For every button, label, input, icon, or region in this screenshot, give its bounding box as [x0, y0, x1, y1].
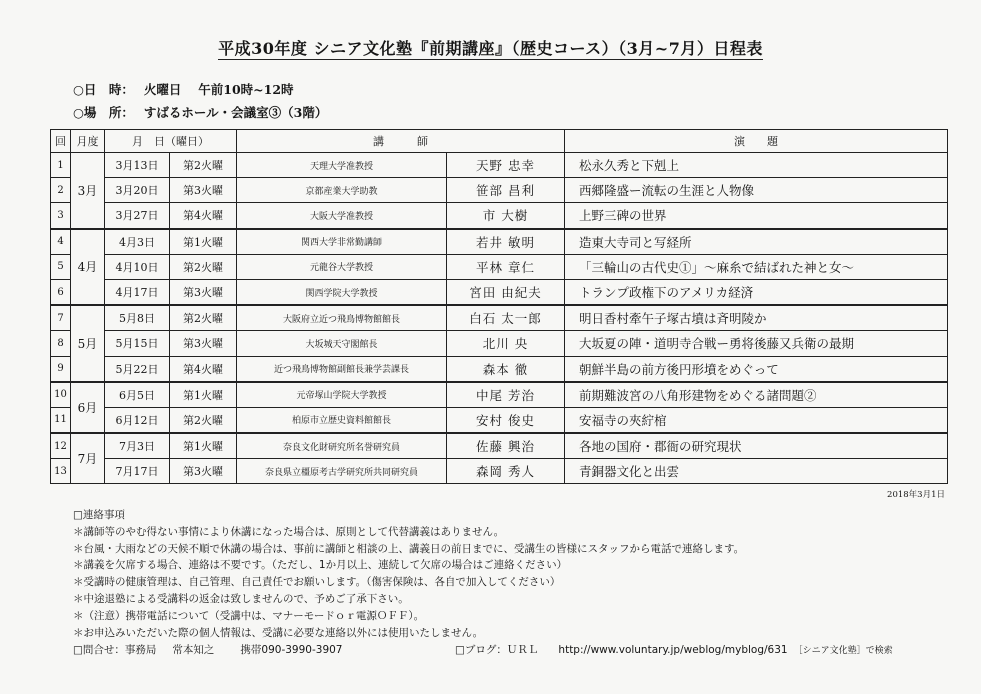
- lecturer-cell: 北川 央: [447, 331, 565, 356]
- session-no: 10: [51, 382, 71, 408]
- institution-cell: 奈良文化財研究所名誉研究員: [237, 433, 447, 459]
- month-cell: 5月: [71, 305, 105, 382]
- lecturer-cell: 天野 忠幸: [447, 153, 565, 178]
- topic-cell: 「三輪山の古代史①」～麻糸で結ばれた神と女～: [565, 254, 948, 279]
- note-item: ＊講師等のやむ得ない事情により休講になった場合は、原則として代替講義はありません。: [73, 525, 505, 538]
- month-cell: 4月: [71, 229, 105, 306]
- institution-cell: 関西学院大学教授: [237, 279, 447, 305]
- place-label: ○場 所：: [73, 105, 134, 120]
- institution-cell: 大阪府立近つ飛鳥博物館館長: [237, 305, 447, 331]
- weekday-cell: 第2火曜: [170, 153, 237, 178]
- schedule-time-info: [73, 80, 304, 98]
- topic-cell: 明日香村牽午子塚古墳は斉明陵か: [565, 305, 948, 331]
- topic-cell: 前期難波宮の八角形建物をめぐる諸問題②: [565, 382, 948, 408]
- session-no: 7: [51, 305, 71, 331]
- search-hint: ［シニア文化塾］で検索: [793, 646, 893, 656]
- weekday-cell: 第1火曜: [170, 382, 237, 408]
- table-row: [51, 178, 948, 203]
- table-row: [51, 331, 948, 356]
- schedule-table: [50, 129, 948, 484]
- institution-cell: 大坂城天守閣館長: [237, 331, 447, 356]
- institution-cell: 元帝塚山学院大学教授: [237, 382, 447, 408]
- lecturer-cell: 若井 敏明: [447, 229, 565, 255]
- venue-info: [73, 103, 337, 121]
- weekday-cell: 第3火曜: [170, 331, 237, 356]
- lecturer-cell: 白石 太一郎: [447, 305, 565, 331]
- date-cell: 4月3日: [105, 229, 170, 255]
- lecturer-cell: 佐藤 興治: [447, 433, 565, 459]
- weekday-cell: 第3火曜: [170, 279, 237, 305]
- topic-cell: 安福寺の夾紵棺: [565, 407, 948, 433]
- issue-date: 2018年3月1日: [887, 490, 945, 500]
- note-item: ＊中途退塾による受講料の返金は致しませんので、予めご了承下さい。: [73, 592, 409, 605]
- note-item: ＊（注意）携帯電話について（受講中は、マナーモードｏｒ電源ＯＦＦ）。: [73, 609, 425, 622]
- session-no: 13: [51, 459, 71, 484]
- header-date: 月 日（曜日）: [105, 130, 237, 153]
- date-cell: 6月5日: [105, 382, 170, 408]
- topic-cell: 各地の国府・郡衙の研究現状: [565, 433, 948, 459]
- session-no: 8: [51, 331, 71, 356]
- lecturer-cell: 笹部 昌利: [447, 178, 565, 203]
- table-row: [51, 459, 948, 484]
- table-row: [51, 279, 948, 305]
- topic-cell: 朝鮮半島の前方後円形墳をめぐって: [565, 356, 948, 382]
- table-row: [51, 356, 948, 382]
- topic-cell: 造東大寺司と写経所: [565, 229, 948, 255]
- table-row: [51, 254, 948, 279]
- notes-heading: □連絡事項: [73, 509, 125, 521]
- topic-cell: 青銅器文化と出雲: [565, 459, 948, 484]
- blog-url[interactable]: http://www.voluntary.jp/weblog/myblog/631: [558, 644, 788, 656]
- lecturer-cell: 安村 俊史: [447, 407, 565, 433]
- header-lecturer: 講 師: [237, 130, 565, 153]
- date-cell: 7月3日: [105, 433, 170, 459]
- date-cell: 5月8日: [105, 305, 170, 331]
- month-cell: 7月: [71, 433, 105, 484]
- contact-mobile: 携帯090-3990-3907: [240, 644, 343, 656]
- session-no: 1: [51, 153, 71, 178]
- institution-cell: 天理大学准教授: [237, 153, 447, 178]
- weekday-cell: 第3火曜: [170, 178, 237, 203]
- topic-cell: 西郷隆盛ー流転の生涯と人物像: [565, 178, 948, 203]
- month-cell: 3月: [71, 153, 105, 229]
- institution-cell: 京都産業大学助教: [237, 178, 447, 203]
- lecturer-cell: 宮田 由紀夫: [447, 279, 565, 305]
- table-row: [51, 305, 948, 331]
- note-item: ＊お申込みいただいた際の個人情報は、受講に必要な連絡以外には使用いたしません。: [73, 626, 484, 639]
- place-value: すばるホール・会議室③（3階）: [143, 105, 328, 120]
- session-no: 9: [51, 356, 71, 382]
- institution-cell: 元龍谷大学教授: [237, 254, 447, 279]
- institution-cell: 大阪大学准教授: [237, 203, 447, 229]
- table-row: [51, 153, 948, 178]
- lecturer-cell: 森本 徹: [447, 356, 565, 382]
- table-header-row: [51, 130, 948, 153]
- notes-section: [73, 507, 744, 641]
- date-cell: 4月17日: [105, 279, 170, 305]
- weekday-cell: 第1火曜: [170, 433, 237, 459]
- header-topic: 演 題: [565, 130, 948, 153]
- contact-info: [73, 642, 342, 657]
- lecturer-cell: 中尾 芳治: [447, 382, 565, 408]
- weekday-cell: 第4火曜: [170, 356, 237, 382]
- topic-cell: 上野三碑の世界: [565, 203, 948, 229]
- weekday-cell: 第3火曜: [170, 459, 237, 484]
- time-value: 火曜日 午前10時~12時: [143, 82, 294, 97]
- table-row: [51, 382, 948, 408]
- date-cell: 5月22日: [105, 356, 170, 382]
- header-month: 月度: [71, 130, 105, 153]
- table-row: [51, 433, 948, 459]
- note-item: ＊台風・大雨などの天候不順で休講の場合は、事前に講師と相談の上、講義日の前日までに、受講生の皆様にスタッフから電話で連絡します。: [73, 542, 745, 555]
- title-text: 平成30年度 シニア文化塾『前期講座』（歴史コース）（3月~7月）日程表: [218, 39, 763, 58]
- header-no: 回: [51, 130, 71, 153]
- lecturer-cell: 森岡 秀人: [447, 459, 565, 484]
- table-row: [51, 407, 948, 433]
- session-no: 12: [51, 433, 71, 459]
- blog-label: □ブログ：ＵＲＬ: [455, 644, 539, 656]
- weekday-cell: 第2火曜: [170, 305, 237, 331]
- institution-cell: 近つ飛鳥博物館副館長兼学芸課長: [237, 356, 447, 382]
- month-cell: 6月: [71, 382, 105, 433]
- date-cell: 3月20日: [105, 178, 170, 203]
- session-no: 11: [51, 407, 71, 433]
- date-cell: 4月10日: [105, 254, 170, 279]
- weekday-cell: 第4火曜: [170, 203, 237, 229]
- topic-cell: トランプ政権下のアメリカ経済: [565, 279, 948, 305]
- institution-cell: 関西大学非常勤講師: [237, 229, 447, 255]
- institution-cell: 奈良県立橿原考古学研究所共同研究員: [237, 459, 447, 484]
- weekday-cell: 第2火曜: [170, 407, 237, 433]
- contact-label: □問合せ：事務局: [73, 644, 157, 656]
- lecturer-cell: 平林 章仁: [447, 254, 565, 279]
- contact-name: 常本知之: [172, 644, 215, 656]
- date-cell: 5月15日: [105, 331, 170, 356]
- topic-cell: 大坂夏の陣・道明寺合戦ー勇将後藤又兵衛の最期: [565, 331, 948, 356]
- lecturer-cell: 市 大樹: [447, 203, 565, 229]
- page-title: [0, 36, 981, 59]
- session-no: 4: [51, 229, 71, 255]
- weekday-cell: 第2火曜: [170, 254, 237, 279]
- date-cell: 3月27日: [105, 203, 170, 229]
- date-cell: 6月12日: [105, 407, 170, 433]
- date-cell: 3月13日: [105, 153, 170, 178]
- institution-cell: 柏原市立歴史資料館館長: [237, 407, 447, 433]
- table-row: [51, 203, 948, 229]
- topic-cell: 松永久秀と下剋上: [565, 153, 948, 178]
- session-no: 3: [51, 203, 71, 229]
- blog-info: [455, 642, 893, 657]
- table-row: [51, 229, 948, 255]
- date-cell: 7月17日: [105, 459, 170, 484]
- session-no: 5: [51, 254, 71, 279]
- note-item: ＊受講時の健康管理は、自己管理、自己責任でお願いします。（傷害保険は、各自で加入してください）: [73, 576, 561, 589]
- note-item: ＊講義を欠席する場合、連絡は不要です。（ただし、1か月以上、連続して欠席の場合はご連絡ください）: [73, 559, 568, 572]
- session-no: 2: [51, 178, 71, 203]
- weekday-cell: 第1火曜: [170, 229, 237, 255]
- time-label: ○日 時：: [73, 82, 134, 97]
- session-no: 6: [51, 279, 71, 305]
